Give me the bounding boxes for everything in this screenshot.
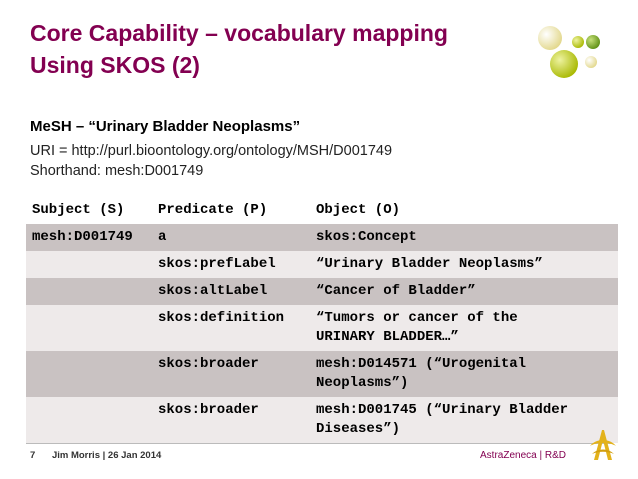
cell-subject — [26, 397, 152, 443]
footer-info — [30, 450, 161, 461]
header-subject: Subject (S) — [26, 197, 152, 224]
cell-object — [310, 397, 618, 443]
bubble-small-lime — [572, 36, 584, 48]
cell-predicate: skos:altLabel — [152, 278, 310, 305]
cell-subject — [26, 351, 152, 397]
mesh-heading: MeSH – “Urinary Bladder Neoplasms” — [30, 118, 301, 135]
slide-title: Core Capability – vocabulary mapping — [30, 20, 448, 46]
cell-object — [310, 351, 618, 397]
cell-predicate: skos:broader — [152, 397, 310, 443]
table-row — [26, 351, 618, 397]
cell-subject: mesh:D001749 — [26, 224, 152, 251]
cell-object-line: mesh:D001745 (“Urinary Bladder — [316, 402, 569, 418]
table-header-row — [26, 197, 618, 224]
table-row — [26, 251, 618, 278]
cell-object-line: Neoplasms”) — [316, 375, 409, 391]
bubble-small-green — [586, 35, 600, 49]
cell-predicate: skos:broader — [152, 351, 310, 397]
cell-subject — [26, 305, 152, 351]
cell-object-line: “Tumors or cancer of the — [316, 310, 518, 326]
slide-subtitle: Using SKOS (2) — [30, 52, 200, 78]
astrazeneca-logo-icon — [588, 424, 618, 464]
cell-predicate: skos:prefLabel — [152, 251, 310, 278]
cell-object-line: URINARY BLADDER…” — [316, 329, 459, 345]
skos-triples-table — [26, 197, 618, 443]
table-row — [26, 224, 618, 251]
bubble-large-lime — [550, 50, 578, 78]
shorthand-text: Shorthand: mesh:D001749 — [30, 163, 204, 179]
bubble-small-cream — [585, 56, 597, 68]
header-predicate: Predicate (P) — [152, 197, 310, 224]
cell-object-line: Diseases”) — [316, 421, 401, 437]
decorative-bubbles-icon — [520, 18, 620, 88]
cell-object: skos:Concept — [310, 224, 618, 251]
cell-object: “Urinary Bladder Neoplasms” — [310, 251, 618, 278]
page-number: 7 — [30, 450, 36, 461]
cell-subject — [26, 278, 152, 305]
cell-object: “Cancer of Bladder” — [310, 278, 618, 305]
table-row — [26, 397, 618, 443]
cell-predicate: a — [152, 224, 310, 251]
cell-subject — [26, 251, 152, 278]
header-object: Object (O) — [310, 197, 618, 224]
footer-brand: AstraZeneca | R&D — [480, 450, 566, 461]
table-row — [26, 278, 618, 305]
table-row — [26, 305, 618, 351]
cell-object — [310, 305, 618, 351]
uri-text: URI = http://purl.bioontology.org/ontology/MSH/D001749 — [30, 143, 393, 159]
cell-predicate: skos:definition — [152, 305, 310, 351]
bubble-large-cream — [538, 26, 562, 50]
footer-divider — [26, 443, 612, 444]
cell-object-line: mesh:D014571 (“Urogenital — [316, 356, 527, 372]
author-date: Jim Morris | 26 Jan 2014 — [51, 450, 162, 461]
